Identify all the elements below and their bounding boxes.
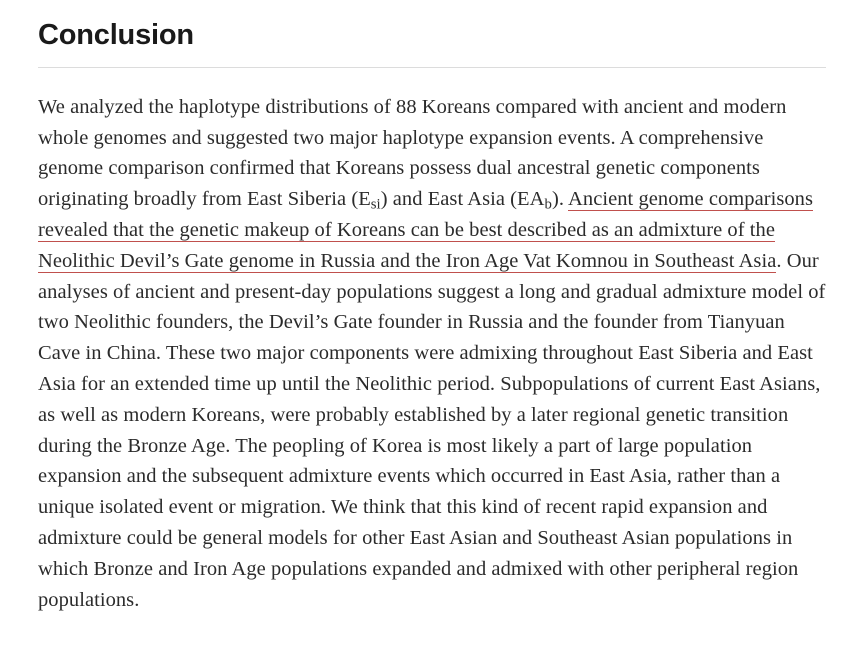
highlighted-text[interactable]: Ancient genome comparisons revealed that the genetic makeup of Koreans can be best described as an admixture of the Neolithic Devil’s Gate genome in Russia and the Iron Age Vat Komnou in Southeast Asia bbox=[38, 188, 814, 272]
paragraph-text-part-2: ) and East Asia (EA bbox=[380, 188, 545, 211]
subscript-si: si bbox=[370, 196, 381, 213]
paragraph-text-part-1: We analyzed the haplotype distributions of 88 Koreans compared with ancient and modern whole genomes and suggested two major haplotype expansion events. A comprehensive genome comparison confirmed that Koreans possess dual ancestral genetic components originating broadly from East Siberia (E bbox=[38, 95, 787, 211]
page-title: Conclusion bbox=[38, 19, 194, 51]
title-divider bbox=[38, 67, 826, 68]
paragraph-text-part-4: . Our analyses of ancient and present-day populations suggest a long and gradual admixture model of two Neolithic founders, the Devil’s Gate founder in Russia and the founder from Tianyuan Cave in China. These two major components were admixing throughout East Siberia and East Asia for an extended time up until the Neolithic period. Subpopulations of current East Asians, as well as modern Koreans, were probably established by a later regional genetic transition during the Bronze Age. The peopling of Korea is most likely a part of large population expansion and the subsequent admixture events which occurred in East Asia, rather than a unique isolated event or migration. We think that this kind of recent rapid expansion and admixture could be general models for other East Asian and Southeast Asian populations in which Bronze and Iron Age populations expanded and admixed with other peripheral region populations. bbox=[38, 249, 826, 611]
paragraph-text-part-3: ). bbox=[551, 188, 569, 211]
conclusion-paragraph bbox=[38, 92, 826, 616]
subscript-b: b bbox=[544, 196, 552, 213]
